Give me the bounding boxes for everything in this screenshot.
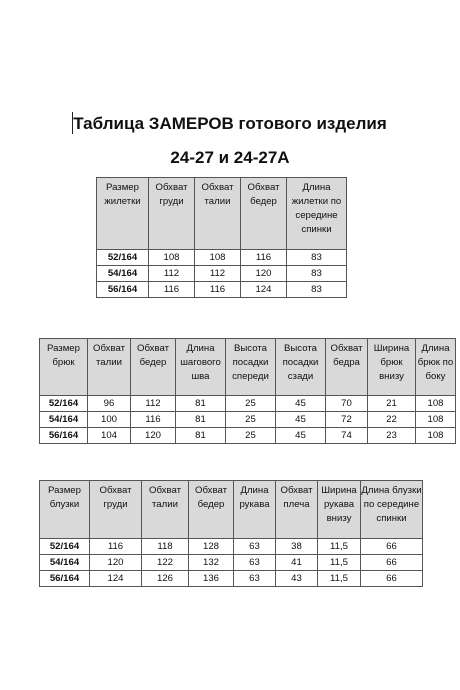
value-cell: 112 <box>149 266 195 282</box>
table-row <box>40 539 423 555</box>
value-cell: 23 <box>368 428 416 444</box>
value-cell: 116 <box>131 412 176 428</box>
header-cell: Обхват груди <box>90 481 142 539</box>
value-cell: 128 <box>189 539 234 555</box>
value-cell: 45 <box>276 396 326 412</box>
header-cell: Размер брюк <box>40 339 88 396</box>
header-cell: Обхват талии <box>195 178 241 250</box>
header-cell: Размер жилетки <box>97 178 149 250</box>
trousers-measurements-table <box>39 338 456 444</box>
model-numbers: 24-27 и 24-27А <box>170 148 290 167</box>
value-cell: 124 <box>90 571 142 587</box>
size-cell: 56/164 <box>40 428 88 444</box>
header-cell: Обхват груди <box>149 178 195 250</box>
header-cell: Ширина брюк внизу <box>368 339 416 396</box>
blouse-measurements-table <box>39 480 423 587</box>
value-cell: 81 <box>176 396 226 412</box>
value-cell: 74 <box>326 428 368 444</box>
value-cell: 25 <box>226 428 276 444</box>
page-title: Таблица ЗАМЕРОВ готового изделия <box>73 114 387 133</box>
table-row <box>97 282 347 298</box>
value-cell: 66 <box>361 571 423 587</box>
value-cell: 45 <box>276 412 326 428</box>
table-header-row <box>97 178 347 250</box>
table-header-row <box>40 481 423 539</box>
value-cell: 63 <box>234 555 276 571</box>
header-cell: Длина блузки по середине спинки <box>361 481 423 539</box>
header-cell: Обхват бедра <box>326 339 368 396</box>
value-cell: 108 <box>149 250 195 266</box>
value-cell: 100 <box>88 412 131 428</box>
value-cell: 108 <box>416 428 456 444</box>
table-row <box>97 250 347 266</box>
value-cell: 66 <box>361 555 423 571</box>
table-header-row <box>40 339 456 396</box>
value-cell: 83 <box>287 266 347 282</box>
header-cell: Длина шагового шва <box>176 339 226 396</box>
table-row <box>97 266 347 282</box>
value-cell: 108 <box>416 396 456 412</box>
value-cell: 43 <box>276 571 318 587</box>
table-row <box>40 412 456 428</box>
value-cell: 83 <box>287 282 347 298</box>
header-cell: Размер блузки <box>40 481 90 539</box>
size-cell: 56/164 <box>97 282 149 298</box>
value-cell: 41 <box>276 555 318 571</box>
size-cell: 54/164 <box>40 555 90 571</box>
header-cell: Обхват бедер <box>189 481 234 539</box>
value-cell: 21 <box>368 396 416 412</box>
header-cell: Длина рукава <box>234 481 276 539</box>
value-cell: 112 <box>131 396 176 412</box>
value-cell: 116 <box>241 250 287 266</box>
value-cell: 11,5 <box>318 555 361 571</box>
value-cell: 22 <box>368 412 416 428</box>
value-cell: 116 <box>149 282 195 298</box>
header-cell: Высота посадки сзади <box>276 339 326 396</box>
value-cell: 136 <box>189 571 234 587</box>
header-cell: Обхват бедер <box>241 178 287 250</box>
value-cell: 83 <box>287 250 347 266</box>
value-cell: 120 <box>90 555 142 571</box>
header-cell: Длина брюк по боку <box>416 339 456 396</box>
size-cell: 54/164 <box>40 412 88 428</box>
value-cell: 81 <box>176 412 226 428</box>
header-cell: Обхват плеча <box>276 481 318 539</box>
value-cell: 104 <box>88 428 131 444</box>
value-cell: 126 <box>142 571 189 587</box>
value-cell: 72 <box>326 412 368 428</box>
size-cell: 52/164 <box>40 396 88 412</box>
value-cell: 108 <box>195 250 241 266</box>
header-cell: Обхват бедер <box>131 339 176 396</box>
header-cell: Ширина рукава внизу <box>318 481 361 539</box>
value-cell: 132 <box>189 555 234 571</box>
header-cell: Обхват талии <box>88 339 131 396</box>
value-cell: 11,5 <box>318 539 361 555</box>
header-cell: Обхват талии <box>142 481 189 539</box>
table-row <box>40 396 456 412</box>
value-cell: 116 <box>195 282 241 298</box>
value-cell: 118 <box>142 539 189 555</box>
size-cell: 52/164 <box>97 250 149 266</box>
value-cell: 11,5 <box>318 571 361 587</box>
table-row <box>40 571 423 587</box>
table-row <box>40 428 456 444</box>
value-cell: 81 <box>176 428 226 444</box>
value-cell: 70 <box>326 396 368 412</box>
value-cell: 124 <box>241 282 287 298</box>
header-cell: Высота посадки спереди <box>226 339 276 396</box>
value-cell: 38 <box>276 539 318 555</box>
value-cell: 63 <box>234 571 276 587</box>
value-cell: 25 <box>226 396 276 412</box>
size-cell: 56/164 <box>40 571 90 587</box>
value-cell: 120 <box>241 266 287 282</box>
value-cell: 66 <box>361 539 423 555</box>
table-row <box>40 555 423 571</box>
value-cell: 116 <box>90 539 142 555</box>
value-cell: 108 <box>416 412 456 428</box>
value-cell: 96 <box>88 396 131 412</box>
value-cell: 45 <box>276 428 326 444</box>
value-cell: 25 <box>226 412 276 428</box>
size-cell: 52/164 <box>40 539 90 555</box>
size-cell: 54/164 <box>97 266 149 282</box>
value-cell: 112 <box>195 266 241 282</box>
value-cell: 122 <box>142 555 189 571</box>
header-cell: Длина жилетки по середине спинки <box>287 178 347 250</box>
value-cell: 63 <box>234 539 276 555</box>
value-cell: 120 <box>131 428 176 444</box>
vest-measurements-table <box>96 177 347 298</box>
